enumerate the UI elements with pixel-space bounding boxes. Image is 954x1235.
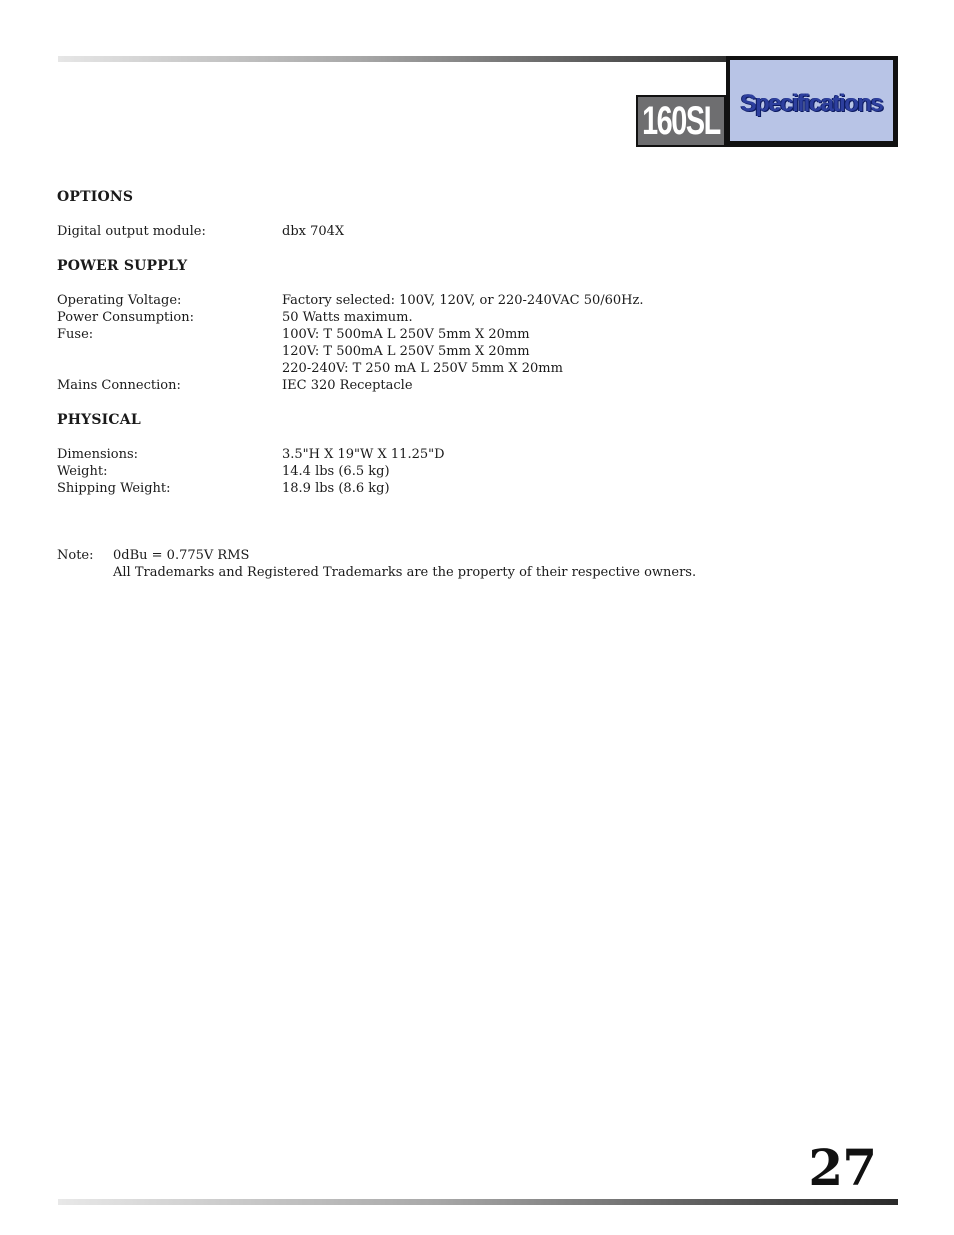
spec-value: IEC 320 Receptacle	[282, 378, 413, 393]
spec-row	[57, 446, 857, 463]
spec-label	[57, 360, 282, 377]
spec-label: Shipping Weight:	[57, 481, 171, 496]
spec-label: Mains Connection:	[57, 378, 181, 393]
spec-value: 18.9 lbs (8.6 kg)	[282, 481, 390, 496]
spec-row	[57, 343, 857, 360]
spec-value: Factory selected: 100V, 120V, or 220-240VAC 50/60Hz.	[282, 293, 644, 308]
note-spacer	[57, 564, 113, 581]
spec-row	[57, 463, 857, 480]
spec-row	[57, 326, 857, 343]
power-supply-section	[57, 258, 857, 394]
spec-label: Power Consumption:	[57, 310, 195, 325]
options-heading: OPTIONS	[57, 189, 134, 205]
power-supply-heading: POWER SUPPLY	[57, 258, 188, 274]
spec-value: 220-240V: T 250 mA L 250V 5mm X 20mm	[282, 361, 563, 376]
spec-label: Digital output module:	[57, 224, 206, 239]
spec-label	[57, 343, 282, 360]
bottom-rule	[58, 1199, 898, 1205]
note-line-1: 0dBu = 0.775V RMS	[113, 548, 250, 563]
power-supply-table	[57, 292, 857, 394]
spec-content	[57, 189, 857, 497]
spec-row	[57, 292, 857, 309]
physical-heading: PHYSICAL	[57, 412, 141, 428]
options-table	[57, 223, 857, 240]
spec-row	[57, 377, 857, 394]
top-rule	[58, 56, 726, 62]
spec-label: Operating Voltage:	[57, 293, 182, 308]
spec-value: 100V: T 500mA L 250V 5mm X 20mm	[282, 327, 530, 342]
spec-row	[57, 309, 857, 326]
note-row	[57, 547, 696, 564]
section-badge-inner	[730, 60, 893, 141]
spec-row	[57, 360, 857, 377]
section-title: Specifications	[740, 90, 883, 117]
physical-table	[57, 446, 857, 497]
physical-section	[57, 412, 857, 497]
spec-value: 3.5"H X 19"W X 11.25"D	[282, 447, 445, 462]
spec-label: Dimensions:	[57, 447, 139, 462]
note-block	[57, 547, 696, 581]
spec-row	[57, 480, 857, 497]
model-badge	[636, 95, 726, 147]
note-label: Note:	[57, 548, 94, 563]
page-number: 27	[808, 1138, 876, 1197]
spec-value: 14.4 lbs (6.5 kg)	[282, 464, 390, 479]
section-badge	[726, 56, 898, 147]
spec-label: Fuse:	[57, 327, 94, 342]
note-line-2: All Trademarks and Registered Trademarks are the property of their respective owners.	[113, 565, 697, 580]
options-section	[57, 189, 857, 240]
spec-row	[57, 223, 857, 240]
spec-value: dbx 704X	[282, 224, 345, 239]
note-row	[57, 564, 696, 581]
spec-value: 120V: T 500mA L 250V 5mm X 20mm	[282, 344, 530, 359]
spec-label: Weight:	[57, 464, 108, 479]
model-name: 160SL	[642, 98, 720, 143]
spec-value: 50 Watts maximum.	[282, 310, 413, 325]
